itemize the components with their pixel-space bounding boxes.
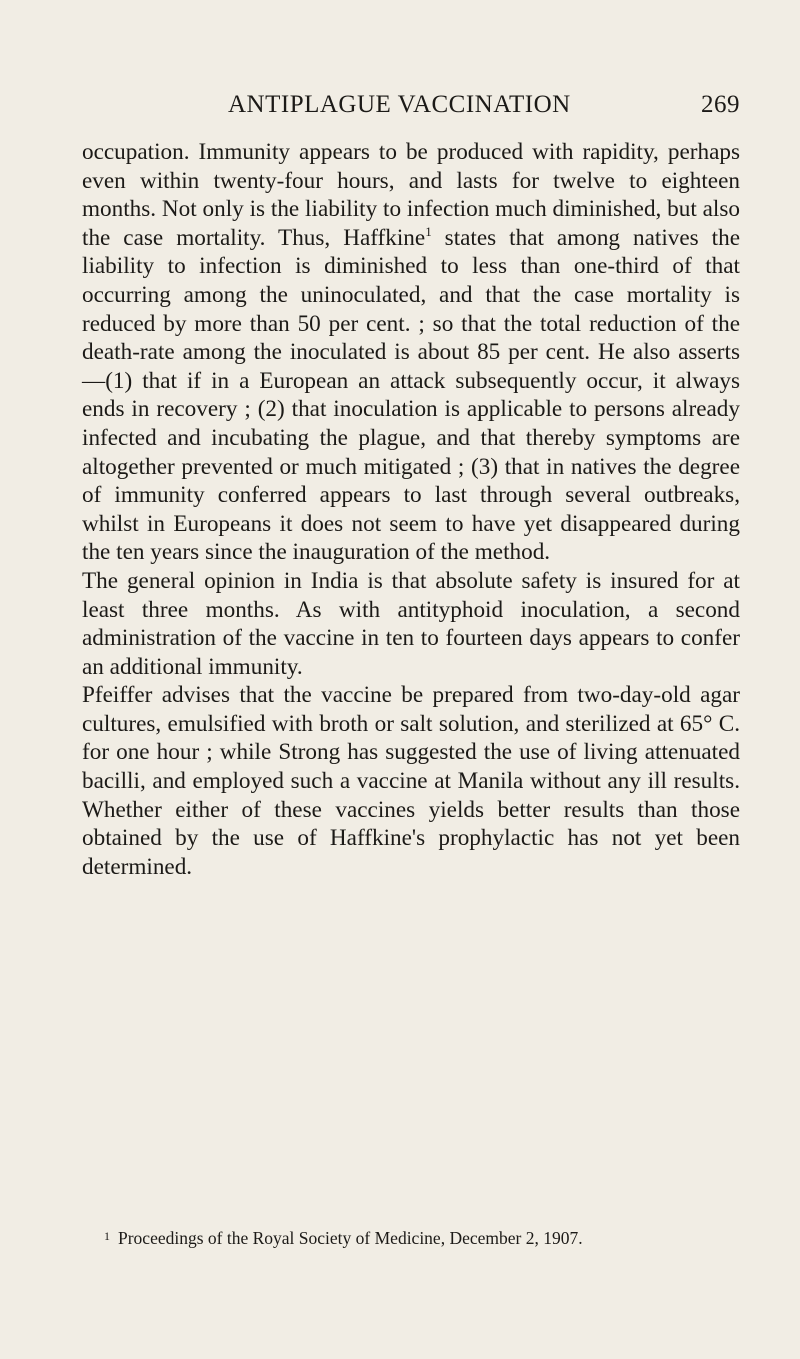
footnote-marker: 1	[104, 1229, 110, 1243]
paragraph-2: The general opinion in India is that absolute safety is insured for at least three months. As with antityphoid inoculation, a second administration of the vaccine in ten to fourteen days appears to confer an additional immunity.	[82, 567, 740, 680]
paragraph-1	[82, 138, 740, 567]
footnote-text: Proceedings of the Royal Society of Medicine, December 2, 1907.	[118, 1228, 583, 1248]
footnote-reference: 1	[425, 223, 432, 239]
paragraph-1-text-b: states that among natives the liability to infection is diminished to less than one-third of that occurring among the uninoculated, and that the case mortality is reduced by more than 50 per cent. ; so that the total reduction of the death-rate among the inoculated is about 85 per cent. He also asserts—(1) that if in a European an attack subsequently occur, it always ends in recovery ; (2) that inoculation is applicable to persons already infected and incubating the plague, and that thereby symptoms are altogether prevented or much mitigated ; (3) that in natives the degree of immunity conferred appears to last through several outbreaks, whilst in Europeans it does not seem to have yet disappeared during the ten years since the inauguration of the method.	[82, 224, 740, 566]
paragraph-1-text-a: occupation. Immunity appears to be produced with rapidity, perhaps even within twenty-four hours, and lasts for twelve to eighteen months. Not only is the liability to infection much diminished, but also the case mortality. Thus, Haffkine	[82, 139, 740, 251]
page-number: 269	[701, 91, 740, 118]
body-text	[82, 138, 740, 881]
paragraph-3: Pfeiffer advises that the vaccine be prepared from two-day-old agar cultures, emulsified with broth or salt solution, and sterilized at 65° C. for one hour ; while Strong has suggested the use of living attenuated bacilli, and employed such a vaccine at Manila without any ill results. Whether either of these vaccines yields better results than those obtained by the use of Haffkine's prophylactic has not yet been determined.	[82, 682, 740, 880]
running-head	[228, 85, 740, 125]
running-title: ANTIPLAGUE VACCINATION	[228, 91, 571, 118]
footnote	[104, 1225, 744, 1249]
